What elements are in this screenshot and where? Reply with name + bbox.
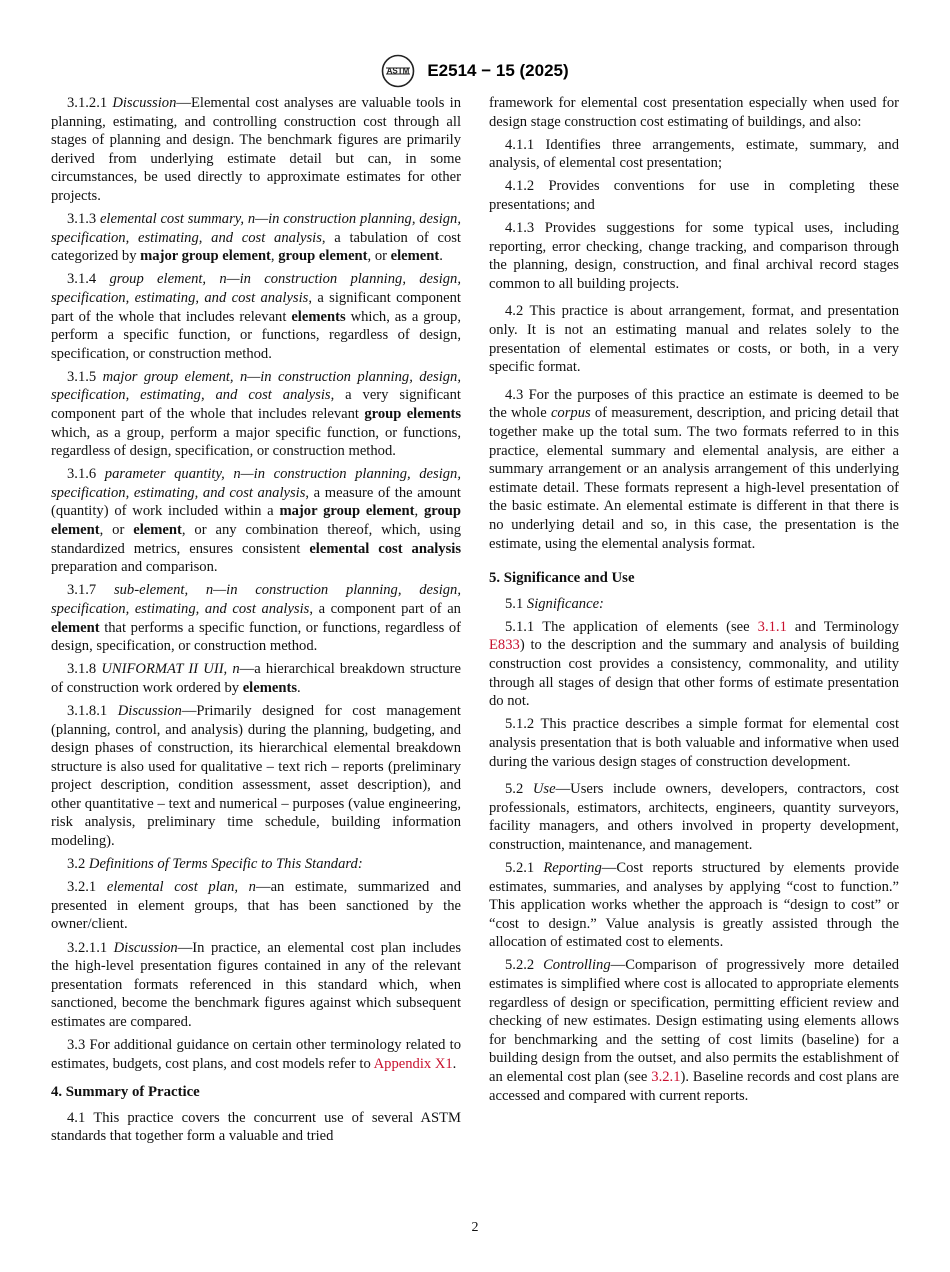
- para-4-3: 4.3 For the purposes of this practice an estimate is deemed to be the whole corpus of measurement, description, and pricing detail that together make up the total sum. The two formats referred to in this practice, elemental summary and elemental analysis, are either a summary arrangement or an analysis arrangement of this underlying estimate detail. These formats represent a high-level presentation of the basic estimate. An elemental estimate is different in that there is no underlying detail and so, in this case, the presentation is the estimate, using the elemental analysis format.: [489, 386, 899, 552]
- para-4-2: 4.2 This practice is about arrangement, format, and presentation only. It is not an estimating manual and relates solely to the presentation of elemental estimates or costs, or both, in a very specific format.: [489, 303, 899, 376]
- para-3-2: 3.2 Definitions of Terms Specific to This Standard:: [67, 856, 363, 873]
- para-3-2-1: 3.2.1 elemental cost plan, n—an estimate, summarized and presented in element groups, that has been sanctioned by the owner/client.: [51, 879, 462, 933]
- para-3-1-8-1: 3.1.8.1 Discussion—Primarily designed for cost management (planning, control, and analysis) during the planning, budgeting, and design phases of construction, its hierarchical elemental breakdown structure is also used for qualitative – text rich – reports (preliminary project description, condition assessment, asset description), and other quantitative – text and numerical – purposes (value engineering, risk analysis, preliminary time schedule, building information modeling).: [51, 702, 461, 850]
- para-5-1-2: 5.1.2 This practice describes a simple format for elemental cost analysis presentation that is both valuable and informative when used during the various design stages of construction development.: [489, 716, 899, 770]
- para-3-2-1-1: 3.2.1.1 Discussion—In practice, an elemental cost plan includes the high-level presentation figures contained in any of the relevant presentation formats referenced in this standard which, when sanctioned, become the benchmark figures against which subsequent estimates are compared.: [51, 939, 461, 1030]
- right-column: [489, 94, 899, 1110]
- para-4-1-3: 4.1.3 Provides suggestions for some typical uses, including reporting, error checking, change tracking, and comparison through the planning, design, construction, and final archival record stages common to all building projects.: [489, 220, 899, 292]
- para-3-1-5: 3.1.5 major group element, n—in construction planning, design, specification, estimating, and cost analysis, a very significant component part of the whole that includes relevant group elements which, as a group, perform a major specific function, or functions, regardless of design, specification, or construction method.: [51, 368, 461, 460]
- para-4-1-1: 4.1.1 Identifies three arrangements, estimate, summary, and analysis, of elemental cost presentation;: [489, 136, 899, 172]
- para-3-1-6: 3.1.6 parameter quantity, n—in construction planning, design, specification, estimating, and cost analysis, a measure of the amount (quantity) of work included within a major group element, group element, or element, or any combination thereof, which, using standardized metrics, ensures consistent elemental cost analysis preparation and comparison.: [51, 466, 462, 576]
- para-5-2-2: 5.2.2 Controlling—Comparison of progressively more detailed estimates is simplified where cost is allocated to appropriate elements regardless of design or specification, permitting efficient review and checking of new estimates. Design estimating using elements allows for benchmarking and the setting of cost limits (baseline) for a building design from the outset, and also permits the establishment of an elemental cost plan (see 3.2.1). Baseline records and cost plans are accessed and compared with current reports.: [489, 957, 899, 1104]
- section-4-heading: 4. Summary of Practice: [51, 1084, 200, 1101]
- para-4-1: 4.1 This practice covers the concurrent use of several ASTM standards that together form a valuable and tried: [51, 1109, 461, 1145]
- para-5-1: 5.1 Significance:: [505, 595, 604, 612]
- section-5-heading: 5. Significance and Use: [489, 570, 635, 587]
- para-4-1-cont: framework for elemental cost presentation especially when used for design stage construction cost estimating of buildings, and also:: [489, 95, 899, 130]
- appendix-x1-link[interactable]: Appendix X1: [373, 1055, 453, 1072]
- ref-3-1-1-link[interactable]: 3.1.1: [757, 618, 787, 635]
- left-column: [51, 94, 461, 1150]
- para-5-2-1: 5.2.1 Reporting—Cost reports structured by elements provide estimates, summaries, and analyses by applying “cost to function.” This application works whether the approach is “design to cost” or “cost to design.” Value analysis is greatly assisted through the allocation of estimated cost to elements.: [489, 859, 899, 951]
- para-3-1-8: 3.1.8 UNIFORMAT II UII, n—a hierarchical breakdown structure of construction work ordered by elements.: [51, 661, 461, 696]
- para-5-1-1: 5.1.1 The application of elements (see 3.1.1 and Terminology E833) to the description and the summary and analysis of building construction cost provides a consistency, commonality, and utility through all stages of design that other forms of estimate presentation do not.: [489, 618, 899, 710]
- para-3-3: 3.3 For additional guidance on certain other terminology related to estimates, budgets, cost plans, and cost models refer to Appendix X1.: [51, 1037, 461, 1072]
- ref-3-2-1-link[interactable]: 3.2.1: [651, 1069, 681, 1085]
- para-5-2: 5.2 Use—Users include owners, developers, contractors, cost professionals, estimators, architects, engineers, quantity surveyors, facility managers, and others involved in property development, construction, maintenance, and management.: [489, 781, 899, 853]
- astm-logo-icon: [381, 54, 415, 88]
- para-4-1-2: 4.1.2 Provides conventions for use in completing these presentations; and: [489, 178, 899, 213]
- page-header: [0, 54, 950, 88]
- ref-e833-link[interactable]: E833: [489, 637, 520, 654]
- document-id: E2514 − 15 (2025): [427, 61, 569, 80]
- page-number: 2: [471, 1220, 479, 1235]
- para-3-1-7: 3.1.7 sub-element, n—in construction planning, design, specification, estimating, and cost analysis, a component part of an element that performs a specific function, or functions, regardless of design, specification, or construction method.: [51, 582, 461, 655]
- svg-text:ASTM: ASTM: [387, 66, 410, 76]
- para-3-1-2-1: 3.1.2.1 Discussion—Elemental cost analyses are valuable tools in planning, estimating, and controlling construction cost through all stages of planning and design. The benchmark figures are primarily derived from underlying estimate detail but can, in some circumstances, be used directly to approximate estimates for other projects.: [51, 95, 461, 204]
- para-3-1-4: 3.1.4 group element, n—in construction planning, design, specification, estimating, and cost analysis, a significant component part of the whole that includes relevant elements which, as a group, perform a specific function, or functions, regardless of design, specification, or construction method.: [51, 271, 461, 362]
- para-3-1-3: 3.1.3 elemental cost summary, n—in construction planning, design, specification, estimating, and cost analysis, a tabulation of cost categorized by major group element, group element, or element.: [51, 211, 461, 265]
